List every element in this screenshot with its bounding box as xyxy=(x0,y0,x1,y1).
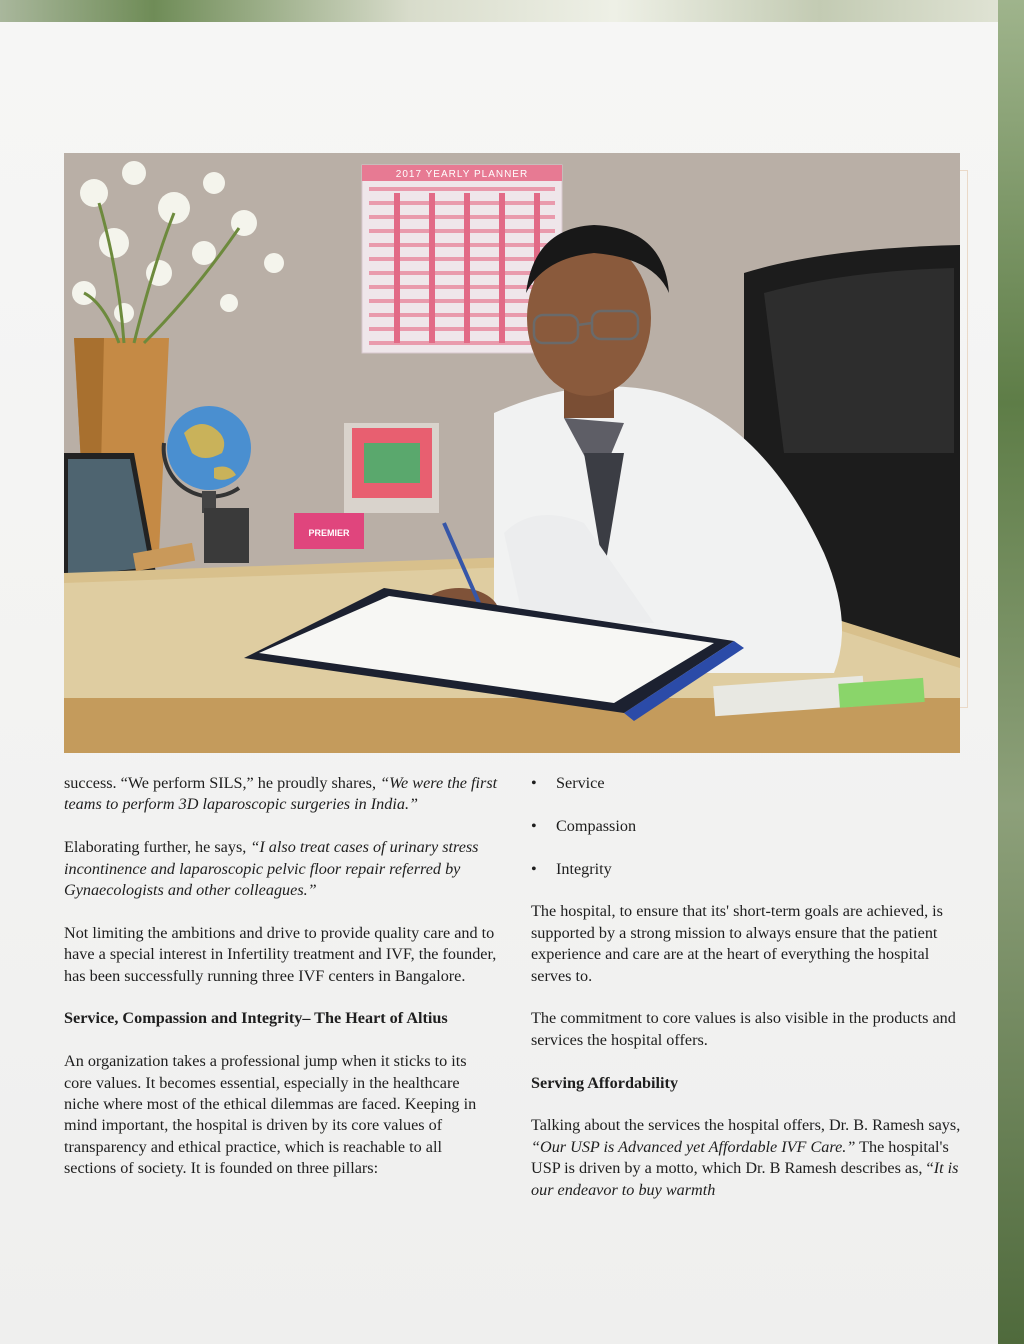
left-text-column xyxy=(64,773,498,1201)
list-item: • Integrity xyxy=(531,859,612,878)
svg-text:PREMIER: PREMIER xyxy=(308,528,350,538)
svg-text:2017 YEARLY PLANNER: 2017 YEARLY PLANNER xyxy=(395,169,529,180)
pillars-list xyxy=(531,773,963,880)
background-foliage-top xyxy=(0,0,1024,22)
section-heading-affordability: Serving Affordability xyxy=(531,1073,679,1092)
paragraph-core-values: An organization takes a professional jump when it sticks to its core values. It becomes essential, especially in the healthcare niche where most of the ethical dilemmas are faced. Keeping in mind important, the hospital is driven by its core values of transparency and ethical practice, which is reachable to all sections of society. It is founded on three pillars: xyxy=(64,1052,477,1178)
paragraph-urinary: Elaborating further, he says, “I also treat cases of urinary stress incontinence and laparoscopic pelvic floor repair referred by Gynaecologists and other colleagues.” xyxy=(64,838,479,900)
paragraph-mission: The hospital, to ensure that its' short-term goals are achieved, is supported by a strong mission to always ensure that the patient experience and care are at the heart of everything the hospital serves to. xyxy=(531,902,943,985)
list-item: • Compassion xyxy=(531,816,637,835)
background-foliage-right xyxy=(998,0,1024,1344)
magazine-page xyxy=(0,22,998,1344)
paragraph-commitment: The commitment to core values is also visible in the products and services the hospital offers. xyxy=(531,1009,956,1049)
section-heading-core-values: Service, Compassion and Integrity– The Heart of Altius xyxy=(64,1009,448,1028)
list-item: • Service xyxy=(531,774,605,792)
paragraph-ivf-centers: Not limiting the ambitions and drive to provide quality care and to have a special interest in Infertility treatment and IVF, the founder, has been successfully running three IVF centers in Bangalore. xyxy=(64,923,497,985)
paragraph-usp: Talking about the services the hospital offers, Dr. B. Ramesh says, “Our USP is Advanced yet Affordable IVF Care.” The hospital's USP is driven by a motto, which Dr. B Ramesh describes as, “It is our endeavor to buy warmth xyxy=(531,1116,961,1199)
right-text-column xyxy=(531,773,963,1222)
paragraph-sils: success. “We perform SILS,” he proudly shares, “We were the first teams to perform 3D laparoscopic surgeries in India.” xyxy=(64,774,498,814)
doctor-portrait-photo xyxy=(64,153,960,753)
